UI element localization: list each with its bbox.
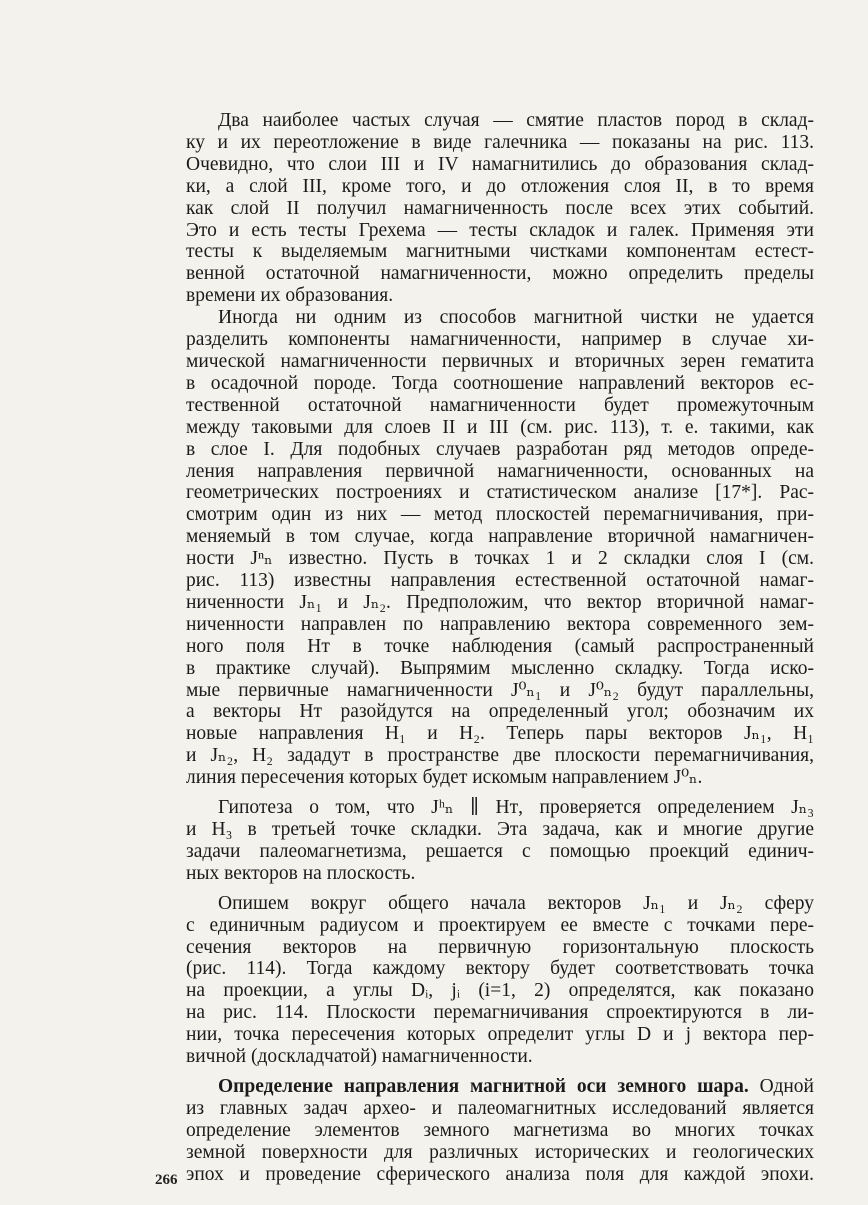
text-line: мые первичные намагниченности J⁰ₙ₁ и J⁰ₙ₂ будут параллельны,	[186, 679, 814, 701]
text-line: венной остаточной намагниченности, можно определить пределы	[186, 263, 814, 285]
text-line: с единичным радиусом и проектируем ее вместе с точками пере-	[186, 914, 814, 936]
text-line: эпох и проведение сферического анализа поля для каждой эпохи.	[186, 1163, 814, 1185]
text-line: вичной (доскладчатой) намагниченности.	[186, 1046, 533, 1068]
text-line: из главных задач архео- и палеомагнитных исследований является	[186, 1097, 814, 1119]
text-line: меняемый в том случае, когда направление вторичной намагничен-	[186, 526, 814, 548]
text-line: в слое I. Для подобных случаев разработан ряд методов опреде-	[186, 438, 814, 460]
heading-continuation: Одной	[748, 1075, 814, 1097]
text-line: между таковыми для слоев II и III (см. рис. 113), т. е. такими, как	[186, 416, 814, 438]
text-line: линия пересечения которых будет искомым направлением J⁰ₙ.	[186, 767, 703, 789]
text-line: и H₃ в третьей точке складки. Эта задача, как и многие другие	[186, 819, 814, 840]
text-line: ления направления первичной намагниченности, основанных на	[186, 460, 814, 482]
paragraph-gap	[154, 1068, 814, 1076]
page-number: 266	[155, 1172, 178, 1188]
text-line: Опишем вокруг общего начала векторов Jₙ₁ и Jₙ₂ сферу	[218, 892, 814, 914]
text-line: тесты к выделяемым магнитными чистками компонентам естест-	[186, 241, 814, 263]
text-line: ку и их переотложение в виде галечника — показаны на рис. 113.	[186, 131, 814, 153]
paragraph-5	[154, 1076, 814, 1186]
paragraph-1	[154, 110, 814, 307]
text-line: и Jₙ₂, H₂ зададут в пространстве две плоскости перемагничивания,	[186, 745, 814, 767]
text-line: в осадочной породе. Тогда соотношение направлений векторов ес-	[186, 372, 814, 394]
text-line: ного поля Hᴛ в точке наблюдения (самый распространенный	[186, 635, 814, 657]
text-line: как слой II получил намагниченность после всех этих событий.	[186, 197, 814, 219]
paragraph-3	[154, 797, 814, 885]
text-line	[154, 1076, 814, 1098]
text-line: рис. 113) известны направления естественной остаточной намаг-	[186, 570, 814, 592]
text-line: (рис. 114). Тогда каждому вектору будет соответствовать точка	[186, 958, 814, 980]
text-line: Иногда ни одним из способов магнитной чистки не удается	[218, 307, 814, 329]
text-body	[154, 110, 814, 1186]
text-line: на рис. 114. Плоскости перемагничивания спроектируются в ли-	[186, 1002, 814, 1024]
text-line: разделить компоненты намагниченности, например в случае хи-	[186, 329, 814, 351]
text-line: мической намагниченности первичных и вторичных зерен гематита	[186, 350, 814, 372]
text-line: земной поверхности для различных исторических и геологических	[186, 1141, 814, 1163]
text-line: ниченности направлен по направлению вектора современного зем-	[186, 613, 814, 635]
text-line: Два наиболее частых случая — смятие пластов пород в склад-	[218, 110, 814, 131]
paragraph-gap	[154, 789, 814, 797]
text-line: определение элементов земного магнетизма во многих точках	[186, 1119, 814, 1141]
text-line: нии, точка пересечения которых определит углы D и j вектора пер-	[186, 1024, 814, 1046]
text-line: Очевидно, что слои III и IV намагнитились до образования склад-	[186, 153, 814, 175]
text-line: новые направления H₁ и H₂. Теперь пары векторов Jₙ₁, H₁	[186, 723, 814, 745]
text-line: ниченности Jₙ₁ и Jₙ₂. Предположим, что вектор вторичной намаг-	[186, 591, 814, 613]
text-line: времени их образования.	[186, 285, 394, 307]
text-line: смотрим один из них — метод плоскостей перемагничивания, при-	[186, 504, 814, 526]
text-line: сечения векторов на первичную горизонтальную плоскость	[186, 936, 814, 958]
text-line: на проекции, а углы Dᵢ, jᵢ (i=1, 2) определятся, как показано	[186, 980, 814, 1002]
text-line: а векторы Hᴛ разойдутся на определенный угол; обозначим их	[186, 701, 814, 723]
text-line: Это и есть тесты Грехема — тесты складок и галек. Применяя эти	[186, 219, 814, 241]
text-line: в практике случай). Выпрямим мысленно складку. Тогда иско-	[186, 657, 814, 679]
paragraph-4	[154, 893, 814, 1068]
text-line: геометрических построениях и статистическом анализе [17*]. Рас-	[186, 482, 814, 504]
paragraph-2	[154, 307, 814, 789]
text-line: Гипотеза о том, что Jʰₙ ∥ Hᴛ, проверяется определением Jₙ₃	[218, 797, 814, 819]
text-line: тественной остаточной намагниченности будет промежуточным	[186, 394, 814, 416]
text-line: задачи палеомагнетизма, решается с помощью проекций единич-	[186, 840, 814, 862]
text-line: ки, а слой III, кроме того, и до отложения слоя II, в то время	[186, 175, 814, 197]
text-line: ности Jⁿₙ известно. Пусть в точках 1 и 2 складки слоя I (см.	[186, 548, 814, 570]
paragraph-gap	[154, 885, 814, 893]
text-line: ных векторов на плоскость.	[186, 862, 416, 884]
section-heading: Определение направления магнитной оси земного шара.	[218, 1075, 749, 1097]
